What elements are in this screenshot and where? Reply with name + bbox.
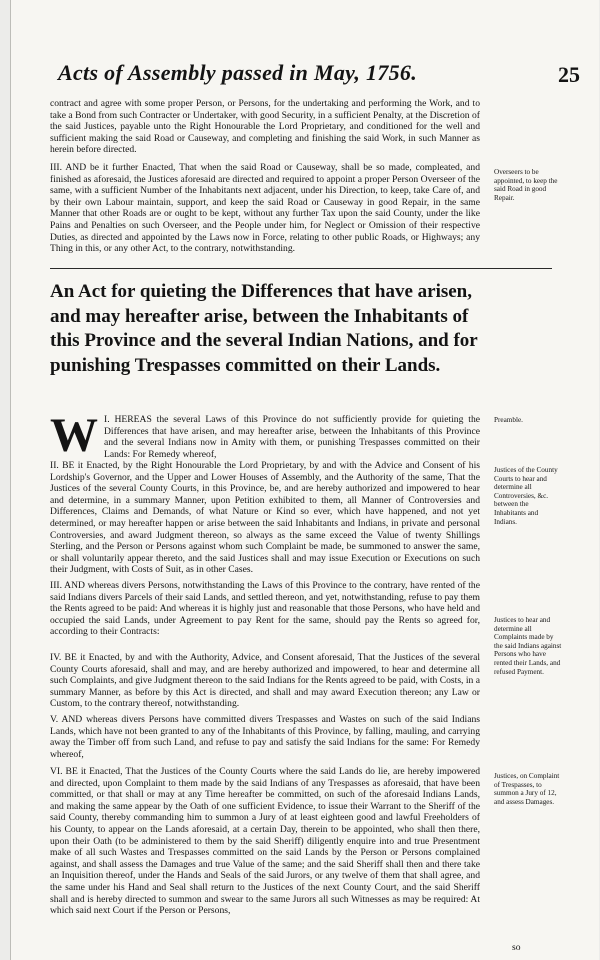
section-ii-paragraph: II. BE it Enacted, by the Right Honourable the Lord Proprietary, by and with the Advice and Consent of his Lordship's Governor, and the Upper and Lower Houses of Assembly, and the Authority of the same, That the Justices of the several County Courts, in this Province, be, and are hereby authorized and impowered to hear and determine, in a summary Manner, upon Petition exhibited to them, all Manner of Controversies and Differences, Claims and Demands, of what Nature or Kind so ever, which have happened, and not yet determined, or may hereafter happen or arise between the said Inhabitants and Indians, in private and personal Controversies, and award Judgment thereon, so always as the same exceed the Value of twenty Shillings Sterling, and the Person or Persons against whom such Complaint be made, be summoned to answer the same, or shall voluntarily appear thereto, and the said Justices shall and may issue Execution or Executions on such their Judgment, with Costs of Suit, as in other Cases.: [50, 460, 480, 576]
margin-note-overseers: Overseers to be appointed, to keep the said Road in good Repair.: [494, 168, 558, 202]
section-vi-block: [50, 766, 480, 917]
preamble-paragraph: [50, 409, 480, 462]
section-v-block: [50, 714, 480, 760]
section-vi-paragraph: VI. BE it Enacted, That the Justices of the County Courts where the said Lands do lie, are hereby impowered and directed, upon Complaint to them made by the said Indians of any Trespasses as aforesaid, that have been committed, or that shall or may at any Time hereafter be committed, on such of the aforesaid Indians Lands, and making the same appear by the Oath of one sufficient Evidence, to issue their Warrant to the Sheriff of the said County, thereby commanding him to summon a Jury of at least eighteen good and lawful Freeholders of his County, to appear on the Lands aforesaid, at a certain Day, therein to be appointed, who shall then there, upon their Oath (to be administered to them by the said Sheriff) diligently enquire into and true Presentment make of all such Wastes and Trespasses committed on the said Lands by the Person or Persons complained against, and shall assess the Damages and true Value of the same; and the said Sheriff shall then and there take an Inquisition thereof, under the Hands and Seals of the said Jurors, or any twelve of them that shall agree, and the same under his Hand and Seal shall return to the Justices of the next County Court, and the said Sheriff shall and is hereby directed to summon and swear to the same Jurors all such Witnesses as may be required: At which said next Court if the Person or Persons,: [50, 766, 480, 917]
margin-note-justices-jury: Justices, on Complaint of Trespasses, to summon a Jury of 12, and assess Damages.: [494, 772, 560, 806]
section-v-paragraph: V. AND whereas divers Persons have committed divers Trespasses and Wastes on such of the said Indians Lands, which have not been granted to any of the Inhabitants of this Province, by falling, mauling, and carrying away the Timber off from such Land, and refuse to pay and satisfy the said Indians for the same: For Remedy whereof,: [50, 714, 480, 760]
preamble-number: I.: [104, 414, 110, 425]
page-number: 25: [558, 62, 580, 87]
section-iv-block: [50, 652, 480, 710]
section-divider: [50, 268, 552, 269]
section-ii-block: [50, 460, 480, 576]
intro-block: [50, 98, 480, 156]
catchword: so: [512, 942, 521, 953]
page-title: Acts of Assembly passed in May, 1756.: [58, 60, 418, 85]
section-iv-paragraph: IV. BE it Enacted, by and with the Authority, Advice, and Consent aforesaid, That the Justices of the several County Courts aforesaid, shall and may, and are hereby authorized and impowered, to hear and determine all such Complaints, and give Judgment thereon to the said Indians for the Rents agreed to be paid, with Costs, in a summary Manner, as before by this Act is directed, and shall and may award Execution thereon; any Law or Custom, to the contrary thereof, notwithstanding.: [50, 652, 480, 710]
margin-note-preamble: Preamble.: [494, 416, 523, 424]
preamble-block: [50, 409, 480, 462]
intro-paragraph: contract and agree with some proper Person, or Persons, for the undertaking and performing the Work, and to take a Bond from such Contracter or Undertaker, with good Security, in a sufficient Penalty, at the Discretion of the said Justices, payable unto the Right Honourable the Lord Proprietary, and conditioned for the well and sufficient making the said Road or Causeway, and completing and finishing the said Work, in such Manner as herein before directed.: [50, 98, 480, 156]
section-iii-block: [50, 162, 480, 255]
section-iii-paragraph: III. AND be it further Enacted, That when the said Road or Causeway, shall be so made, compleated, and finished as aforesaid, the Justices aforesaid are directed and required to appoint a proper Person Overseer of the same, with a sufficient Number of the Inhabitants next adjacent, under his Direction, to keep, take Care of, and by their own Labour maintain, support, and keep the said Road or Causeway in good Repair, in the same Manner that other Roads are or ought to be kept, without any further Tax upon the said County, under the like Pains and Penalties on such Overseer, and the People under him, for Neglect or Omission of their respective Duties, as directed and appointed by the Laws now in Force, relating to other public Roads, or Highways; any Thing in this, or any other Act, to the contrary, notwithstanding.: [50, 162, 480, 255]
section-iii-b-block: [50, 580, 480, 638]
drop-cap: W: [50, 409, 98, 462]
act-title: An Act for quieting the Differences that have arisen, and may hereafter arise, between the Inhabitants of this Province and the several Indian Nations, and for punishing Trespasses committed on their Lands.: [50, 281, 478, 376]
section-iii-b-paragraph: III. AND whereas divers Persons, notwithstanding the Laws of this Province to the contrary, have rented of the said Indians divers Parcels of their said Lands, and settled thereon, and yet, notwithstanding, refuse to pay them the Rents agreed to be paid: And whereas it is highly just and reasonable that those Persons, who have held and occupied the said Lands, under Agreement to pay Rent for the same, should pay the Rents so agreed for, according to their Contracts:: [50, 580, 480, 638]
page-header: [58, 60, 580, 96]
preamble-text: HEREAS the several Laws of this Province do not sufficiently provide for quieting the Differences that have arisen, and may hereafter arise, between the Inhabitants of this Province and the several Indians now in Amity with them, or punishing Trespasses committed on their Lands: For Remedy whereof,: [104, 414, 480, 460]
margin-note-justices-rent: Justices to hear and determine all Complaints made by the said Indians against Persons who have rented their Lands, and refused Payment.: [494, 616, 562, 676]
margin-note-justices-determine: Justices of the County Courts to hear and determine all Controversies, &c. between the Inhabitants and Indians.: [494, 466, 558, 526]
